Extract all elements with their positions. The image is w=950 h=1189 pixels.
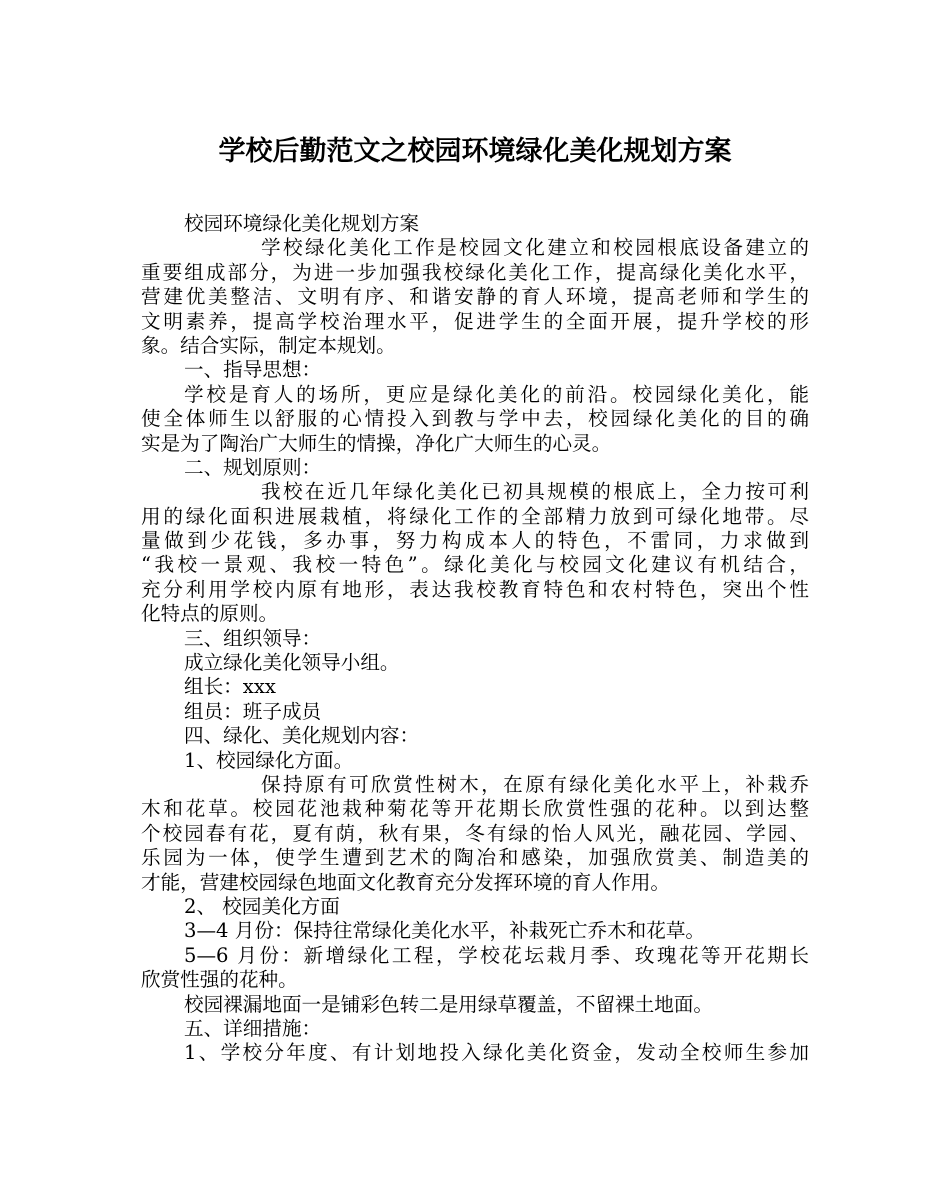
body-line: 保持原有可欣赏性树木，在原有绿化美化水平上，补栽乔: [261, 772, 809, 796]
body-line: 学校绿化美化工作是校园文化建立和校园根底设备建立的: [261, 236, 809, 260]
body-line: 1、学校分年度、有计划地投入绿化美化资金，发动全校师生参加: [184, 1041, 809, 1065]
body-line: 实是为了陶治广大师生的情操，净化广大师生的心灵。: [141, 431, 612, 455]
body-line: 学校是育人的场所，更应是绿化美化的前沿。校园绿化美化，能: [184, 382, 809, 406]
body-line: “我校一景观、我校一特色”。绿化美化与校园文化建议有机结合，: [141, 553, 809, 577]
document-title: 学校后勤范文之校园环境绿化美化规划方案: [218, 136, 732, 167]
body-line: 充分利用学校内原有地形，表达我校教育特色和农村特色，突出个性: [141, 577, 809, 601]
body-line: 象。结合实际，制定本规划。: [141, 333, 396, 357]
body-line: 校园环境绿化美化规划方案: [184, 212, 420, 235]
body-line: 校园裸漏地面一是铺彩色转二是用绿草覆盖，不留裸土地面。: [184, 992, 714, 1016]
section-heading: 三、组织领导：: [184, 626, 322, 650]
body-line: 化特点的原则。: [141, 602, 279, 626]
body-line: 营建优美整洁、文明有序、和谐安静的育人环境，提高老师和学生的: [141, 285, 809, 309]
document-body: [141, 212, 809, 1066]
subsection-heading: 1、校园绿化方面。: [184, 748, 354, 772]
body-line: 个校园春有花，夏有荫，秋有果，冬有绿的怡人风光，融花园、学园、: [141, 821, 809, 845]
body-line: 组员：班子成员: [184, 699, 322, 723]
body-line: 才能，营建校园绿色地面文化教育充分发挥环境的育人作用。: [141, 870, 671, 894]
subsection-heading: 2、 校园美化方面: [184, 894, 340, 918]
body-line: 用的绿化面积进展栽植，将绿化工作的全部精力放到可绿化地带。尽: [141, 504, 809, 528]
body-line: 组长：xxx: [184, 675, 276, 699]
body-line: 欣赏性强的花种。: [141, 968, 298, 992]
section-heading: 二、规划原则：: [184, 455, 322, 479]
body-line: 成立绿化美化领导小组。: [184, 651, 400, 675]
body-line: 使全体师生以舒服的心情投入到教与学中去，校园绿化美化的目的确: [141, 407, 809, 431]
body-line: 乐园为一体，使学生遭到艺术的陶冶和感染，加强欣赏美、制造美的: [141, 846, 809, 870]
section-heading: 四、绿化、美化规划内容：: [184, 724, 420, 748]
body-line: 5—6 月份：新增绿化工程，学校花坛栽月季、玫瑰花等开花期长: [184, 943, 809, 967]
body-line: 我校在近几年绿化美化已初具规模的根底上，全力按可利: [261, 480, 809, 504]
body-line: 文明素养，提高学校治理水平，促进学生的全面开展，提升学校的形: [141, 309, 809, 333]
body-line: 重要组成部分，为进一步加强我校绿化美化工作，提高绿化美化水平，: [141, 260, 809, 284]
body-line: 量做到少花钱，多办事，努力构成本人的特色，不雷同，力求做到: [141, 529, 809, 553]
section-heading: 一、指导思想：: [184, 358, 322, 382]
body-line: 3—4 月份：保持往常绿化美化水平，补栽死亡乔木和花草。: [184, 919, 706, 943]
body-line: 木和花草。校园花池栽种菊花等开花期长欣赏性强的花种。以到达整: [141, 797, 809, 821]
section-heading: 五、详细措施：: [184, 1016, 322, 1040]
